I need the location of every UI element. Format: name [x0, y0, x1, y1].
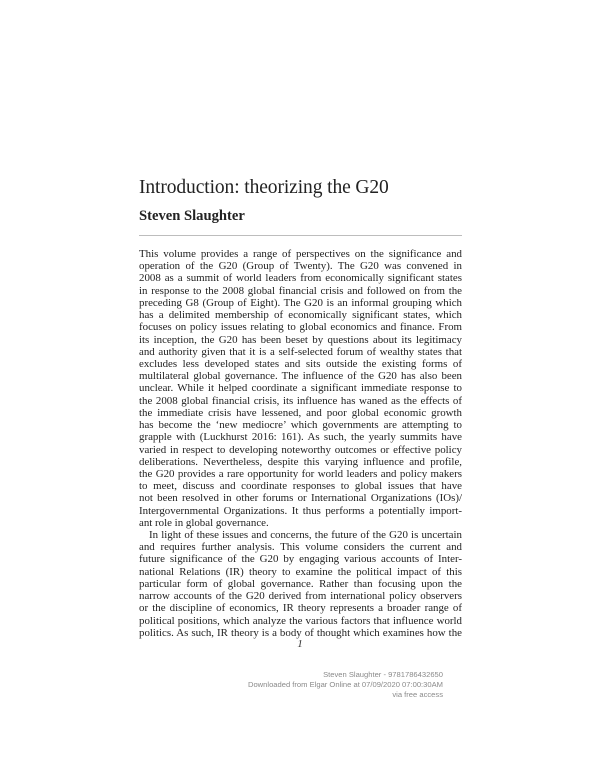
text-line: the G20 provides a rare opportunity for world leaders and policy makers [139, 467, 462, 480]
text-line: in response to the 2008 global financial crisis and followed on from the [139, 284, 462, 297]
text-line: In light of these issues and concerns, the future of the G20 is uncertain [149, 529, 462, 542]
text-line: varied in respect to developing noteworthy outcomes or effective policy [139, 443, 462, 456]
footer-download-info: Downloaded from Elgar Online at 07/09/2020 07:00:30AM [247, 680, 443, 690]
text-line: and authority given that it is a self-selected forum of wealthy states that [139, 345, 462, 358]
text-line: preceding G8 (Group of Eight). The G20 is an informal grouping which [139, 296, 462, 309]
text-line: Intergovernmental Organizations. It thus performs a potentially import- [139, 504, 462, 517]
text-line: political positions, which analyze the various factors that influence world [139, 614, 462, 627]
text-line: focuses on policy issues relating to global economics and finance. From [139, 321, 462, 334]
footer-access: via free access [392, 690, 443, 700]
text-line: to meet, discuss and coordinate responses to global issues that have [139, 480, 462, 493]
page-number: 1 [297, 638, 303, 650]
text-line: narrow accounts of the G20 derived from international policy observers [139, 590, 462, 603]
text-line: deliberations. Nevertheless, despite this varying influence and profile, [139, 455, 462, 468]
author-name: Steven Slaughter [139, 208, 245, 224]
download-footer [248, 670, 443, 701]
text-line: unclear. While it helped coordinate a significant immediate response to [139, 382, 462, 395]
paragraph-2 [139, 529, 462, 639]
text-line: or the discipline of economics, IR theory represents a broader range of [139, 602, 462, 615]
text-line: has a delimited membership of economically significant states, which [139, 309, 462, 322]
text-line: This volume provides a range of perspectives on the significance and [139, 248, 462, 260]
paragraph-1 [139, 248, 462, 529]
text-line: the immediate crisis have lessened, and poor global economic growth [139, 406, 462, 419]
text-line: grapple with (Luckhurst 2016: 161). As such, the yearly summits have [139, 431, 462, 444]
text-line: and requires further analysis. This volume considers the current and [139, 541, 462, 554]
page-title: Introduction: theorizing the G20 [139, 177, 389, 198]
text-line: the 2008 global financial crisis, its influence has waned as the effects of [139, 394, 462, 407]
body-text [139, 248, 462, 639]
text-line: particular form of global governance. Rather than focusing upon the [139, 577, 462, 590]
text-line: its inception, the G20 has been beset by questions about its legitimacy [139, 333, 462, 346]
text-line: excludes less developed states and sits outside the existing forms of [139, 357, 462, 370]
text-line: future significance of the G20 by engaging various accounts of Inter- [139, 553, 462, 566]
text-line: national Relations (IR) theory to examine the political impact of this [139, 565, 462, 578]
text-line: has become the ‘new mediocre’ which governments are attempting to [139, 419, 462, 432]
text-line: ant role in global governance. [139, 516, 269, 529]
text-line: not been resolved in other forums or International Organizations (IOs)/ [139, 492, 462, 505]
divider [139, 235, 462, 236]
text-line: 2008 as a summit of world leaders from economically significant states [139, 272, 462, 285]
text-line: politics. As such, IR theory is a body of thought which examines how the [139, 626, 462, 639]
text-line: operation of the G20 (Group of Twenty). The G20 was convened in [139, 260, 462, 273]
text-line: multilateral global governance. The influence of the G20 has also been [139, 370, 462, 383]
footer-isbn: Steven Slaughter - 9781786432650 [323, 670, 443, 679]
